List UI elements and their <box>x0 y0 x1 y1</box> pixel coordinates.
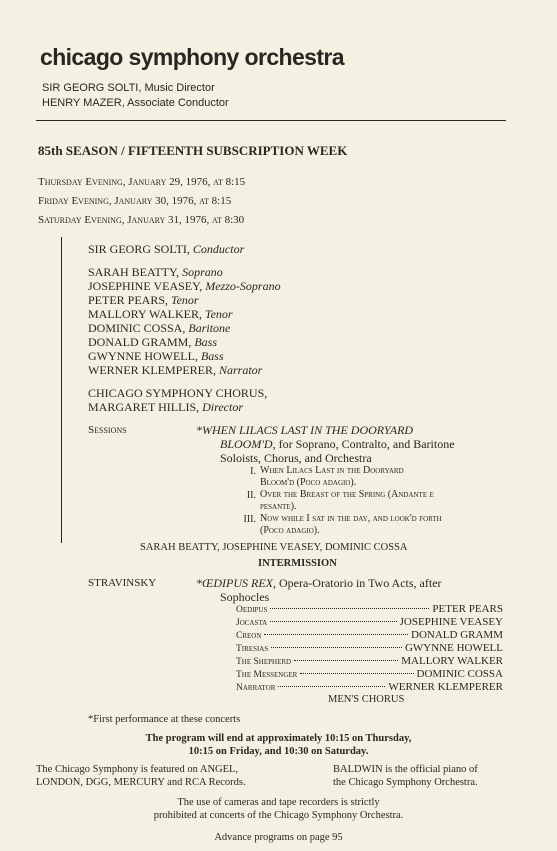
performance-date: Saturday Evening, January 31, 1976, at 8:30 <box>38 214 245 226</box>
role-row: Oedipus PETER PEARS <box>236 603 503 615</box>
soloist-line: SARAH BEATTY, Soprano <box>88 265 223 279</box>
music-director-line: SIR GEORG SOLTI, Music Director <box>42 82 215 94</box>
soloist-line: MALLORY WALKER, Tenor <box>88 307 233 321</box>
work-title: *ŒDIPUS REX, Opera-Oratorio in Two Acts, after <box>196 576 442 590</box>
advance-programs-note: Advance programs on page 95 <box>214 832 343 843</box>
work1-soloists: SARAH BEATTY, JOSEPHINE VEASEY, DOMINIC COSSA <box>140 542 408 553</box>
footnote: *First performance at these concerts <box>88 714 241 725</box>
soloist-line: GWYNNE HOWELL, Bass <box>88 349 224 363</box>
chorus-credit: MEN'S CHORUS <box>328 694 405 705</box>
orchestra-name: chicago symphony orchestra <box>40 44 344 70</box>
movement-number: III. <box>243 514 256 525</box>
season-heading: 85th SEASON / FIFTEENTH SUBSCRIPTION WEEK <box>38 143 348 158</box>
program-vertical-rule <box>61 237 62 543</box>
role-row: The Shepherd MALLORY WALKER <box>236 655 503 667</box>
intermission-heading: INTERMISSION <box>258 558 337 569</box>
role-row: Narrator WERNER KLEMPERER <box>236 681 503 693</box>
header-rule <box>36 120 506 121</box>
associate-conductor-line: HENRY MAZER, Associate Conductor <box>42 97 229 109</box>
role-row: Jocasta JOSEPHINE VEASEY <box>236 616 503 628</box>
role-row: Creon DONALD GRAMM <box>236 629 503 641</box>
records-note: LONDON, DGG, MERCURY and RCA Records. <box>36 777 246 788</box>
role-row: Tiresias GWYNNE HOWELL <box>236 642 503 654</box>
camera-notice: The use of cameras and tape recorders is strictly <box>177 797 380 808</box>
movement-title: Now while I sat in the day, and look'd forth <box>260 513 442 524</box>
composer-label: Sessions <box>88 424 127 436</box>
piano-note: BALDWIN is the official piano of <box>333 764 478 775</box>
performance-date: Friday Evening, January 30, 1976, at 8:15 <box>38 195 232 207</box>
chorus-line: CHICAGO SYMPHONY CHORUS, <box>88 386 268 400</box>
records-note: The Chicago Symphony is featured on ANGEL, <box>36 764 239 775</box>
soloist-line: DONALD GRAMM, Bass <box>88 335 218 349</box>
soloist-line: WERNER KLEMPERER, Narrator <box>88 363 263 377</box>
soloist-line: JOSEPHINE VEASEY, Mezzo-Soprano <box>88 279 281 293</box>
work-description: Sophocles <box>220 590 270 604</box>
end-notice-line: The program will end at approximately 10:15 on Thursday, <box>145 733 412 744</box>
work-title: *WHEN LILACS LAST IN THE DOORYARD <box>196 423 414 437</box>
soloist-line: DOMINIC COSSA, Baritone <box>88 321 231 335</box>
piano-note: the Chicago Symphony Orchestra. <box>333 777 478 788</box>
movement-title: Over the Breast of the Spring (Andante e <box>260 489 434 500</box>
chorus-director-line: MARGARET HILLIS, Director <box>88 400 244 414</box>
work-title-cont: BLOOM'D, for Soprano, Contralto, and Baritone <box>220 437 455 451</box>
movement-title: pesante). <box>260 501 297 512</box>
end-notice-line: 10:15 on Friday, and 10:30 on Saturday. <box>188 746 369 757</box>
soloist-line: PETER PEARS, Tenor <box>88 293 199 307</box>
movement-title: (Poco adagio). <box>260 525 320 536</box>
camera-notice: prohibited at concerts of the Chicago Symphony Orchestra. <box>153 810 404 821</box>
work-description: Soloists, Chorus, and Orchestra <box>220 451 372 465</box>
composer-label: STRAVINSKY <box>88 577 157 589</box>
movement-number: II. <box>246 490 256 501</box>
movement-title: Bloom'd (Poco adagio). <box>260 477 357 488</box>
movement-number: I. <box>250 466 256 477</box>
role-row: The Messenger DOMINIC COSSA <box>236 668 503 680</box>
conductor-line: SIR GEORG SOLTI, Conductor <box>88 242 245 256</box>
movement-title: When Lilacs Last in the Dooryard <box>260 465 404 476</box>
performance-date: Thursday Evening, January 29, 1976, at 8:15 <box>38 176 246 188</box>
